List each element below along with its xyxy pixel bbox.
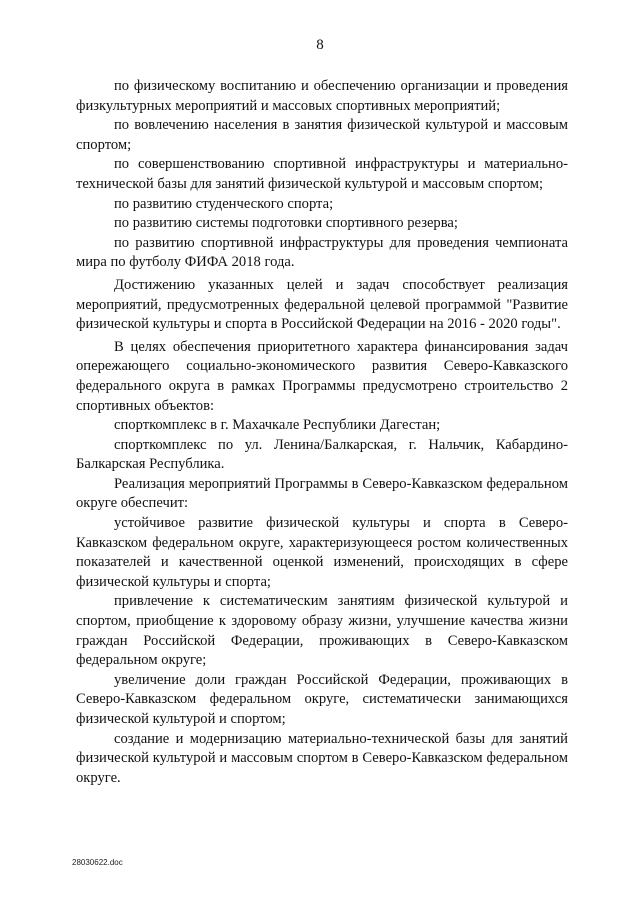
paragraph-sports-complex-nalchik: спорткомплекс по ул. Ленина/Балкарская, г. Нальчик, Кабардино-Балкарская Республика. bbox=[76, 436, 568, 473]
page-number: 8 bbox=[316, 37, 324, 53]
paragraph-sports-complex-makhachkala: спорткомплекс в г. Махачкале Республики Дагестан; bbox=[114, 417, 441, 434]
paragraph-student-sport: по развитию студенческого спорта; bbox=[114, 195, 334, 212]
paragraph-sports-reserve: по развитию системы подготовки спортивного резерва; bbox=[114, 215, 458, 232]
paragraph-modernization: создание и модернизацию материально-технической базы для занятий физической культурой и массовым спортом в Северо-Кавказском федеральном округе. bbox=[76, 730, 568, 786]
document-body bbox=[76, 77, 568, 788]
paragraph-sustainable-development: устойчивое развитие физической культуры и спорта в Северо-Кавказском федеральном округе, характеризующееся ростом количественных показателей и качественной оценкой изменений, происходящих в сфере физической культуры и спорта; bbox=[76, 515, 568, 590]
paragraph-systematic-engagement: привлечение к систематическим занятиям физической культурой и спортом, приобщение к здоровому образу жизни, улучшение качества жизни граждан Российской Федерации, проживающих в Северо-Кавказском федеральном округе; bbox=[76, 593, 568, 669]
paragraph-world-cup-infrastructure: по развитию спортивной инфраструктуры для проведения чемпионата мира по футболу ФИФА 2018 года. bbox=[76, 234, 568, 271]
document-filename-footer: 28030622.doc bbox=[72, 858, 123, 867]
paragraph-financing-priority: В целях обеспечения приоритетного характера финансирования задач опережающего социально-экономического развития Северо-Кавказского федерального округа в рамках Программы предусмотрено строительство 2 спортивных объектов: bbox=[76, 338, 568, 414]
paragraph-physical-education: по физическому воспитанию и обеспечению организации и проведения физкультурных мероприятий и массовых спортивных мероприятий; bbox=[76, 78, 568, 114]
paragraph-population-involvement: по вовлечению населения в занятия физической культурой и массовым спортом; bbox=[76, 117, 568, 153]
paragraph-program-outcomes-intro: Реализация мероприятий Программы в Северо-Кавказском федеральном округе обеспечит: bbox=[76, 475, 568, 512]
paragraph-infrastructure-improvement: по совершенствованию спортивной инфраструктуры и материально-технической базы для занятий физической культурой и массовым спортом; bbox=[76, 156, 568, 192]
paragraph-federal-program: Достижению указанных целей и задач способствует реализация мероприятий, предусмотренных федеральной целевой программой "Развитие физической культуры и спорта в Российской Федерации на 2016 - 2020 годы". bbox=[76, 276, 568, 333]
paragraph-share-increase: увеличение доли граждан Российской Федерации, проживающих в Северо-Кавказском федеральном округе, систематически занимающихся физической культурой и спортом; bbox=[76, 671, 568, 727]
